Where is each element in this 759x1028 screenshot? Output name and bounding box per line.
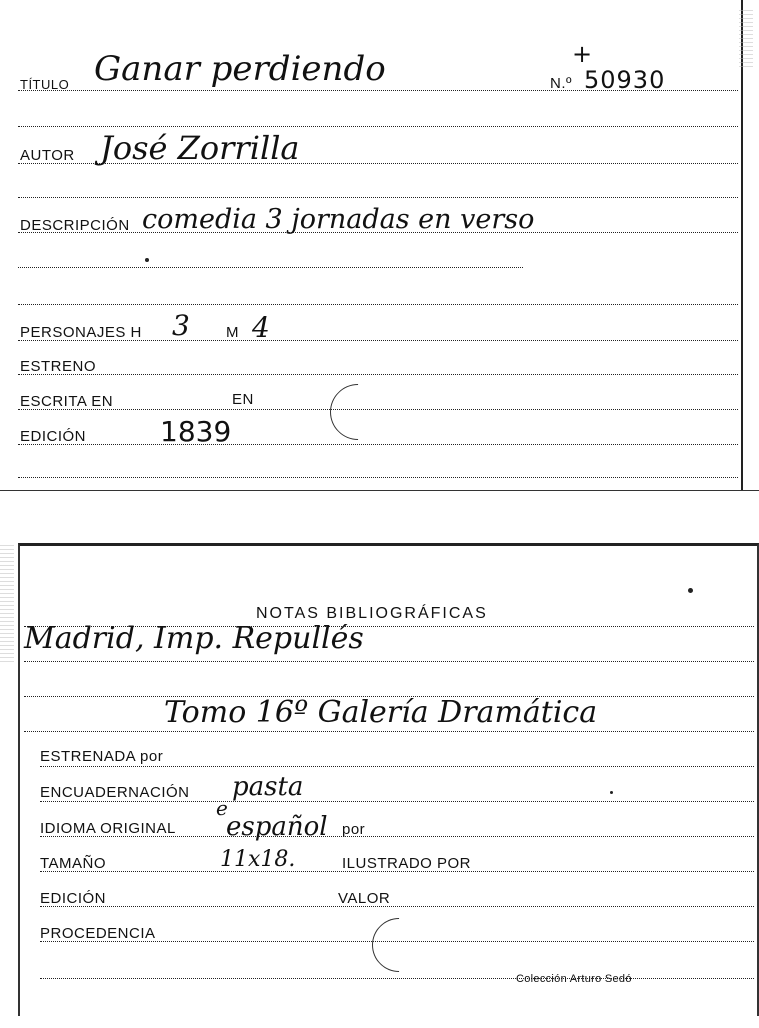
punch-hole bbox=[361, 907, 437, 983]
encuadernacion-value: pasta bbox=[232, 772, 304, 802]
cross-mark: + bbox=[572, 40, 593, 68]
numero-label: N.º bbox=[550, 75, 572, 92]
rule-b4 bbox=[24, 731, 754, 732]
descripcion-label: DESCRIPCIÓN bbox=[20, 217, 130, 234]
edicion-label: EDICIÓN bbox=[20, 428, 87, 445]
ilustrado-label: ILUSTRADO POR bbox=[342, 855, 472, 872]
personajes-m-value: 4 bbox=[252, 311, 270, 344]
titulo-label: TÍTULO bbox=[20, 77, 70, 92]
rule-6 bbox=[18, 267, 523, 268]
rule-edicion-b bbox=[40, 906, 754, 907]
idioma-prefix: e bbox=[216, 796, 228, 820]
idioma-value: español bbox=[226, 812, 328, 842]
rule-estrenada bbox=[40, 766, 754, 767]
escrita-en-label: ESCRITA EN bbox=[20, 393, 114, 410]
estrenada-label: ESTRENADA por bbox=[40, 748, 164, 765]
rule-b11 bbox=[40, 978, 754, 979]
estreno-label: ESTRENO bbox=[20, 358, 97, 375]
en-label: EN bbox=[232, 391, 254, 408]
ink-speck bbox=[688, 588, 693, 593]
personajes-h-value: 3 bbox=[172, 309, 190, 342]
tamano-label: TAMAÑO bbox=[40, 855, 107, 872]
numero-value: 50930 bbox=[584, 66, 666, 94]
rule-4 bbox=[18, 197, 738, 198]
personajes-label: PERSONAJES H bbox=[20, 324, 142, 341]
titulo-value: Ganar perdiendo bbox=[94, 49, 386, 89]
autor-label: AUTOR bbox=[20, 147, 75, 164]
encuadernacion-label: ENCUADERNACIÓN bbox=[40, 784, 190, 801]
rule-edicion bbox=[18, 444, 738, 445]
edicion-b-label: EDICIÓN bbox=[40, 890, 107, 907]
rule-estreno bbox=[18, 374, 738, 375]
personajes-m-label: M bbox=[226, 324, 239, 341]
notas-heading: NOTAS BIBLIOGRÁFICAS bbox=[256, 605, 488, 622]
rule-12 bbox=[18, 477, 738, 478]
descripcion-value: comedia 3 jornadas en verso bbox=[142, 204, 535, 235]
idioma-label: IDIOMA ORIGINAL bbox=[40, 820, 176, 837]
rule-2 bbox=[18, 126, 738, 127]
top-catalog-card bbox=[0, 0, 743, 490]
coleccion-stamp: Colección Arturo Sedó bbox=[516, 973, 632, 985]
note-line-2: Tomo 16º Galería Dramática bbox=[164, 695, 598, 730]
edicion-value: 1839 bbox=[160, 415, 232, 448]
ink-speck bbox=[610, 791, 613, 794]
bottom-catalog-card bbox=[18, 543, 759, 1016]
card-edge-texture bbox=[739, 10, 753, 70]
tamano-value: 11x18. bbox=[220, 847, 296, 872]
punch-hole bbox=[318, 372, 397, 451]
rule-7 bbox=[18, 304, 738, 305]
top-card-bottom-edge bbox=[0, 490, 759, 491]
rule-encuadernacion bbox=[40, 801, 754, 802]
card-edge-texture-left bbox=[0, 545, 14, 665]
note-line-1: Madrid, Imp. Repullés bbox=[24, 621, 364, 656]
autor-value: José Zorrilla bbox=[100, 129, 300, 167]
valor-label: VALOR bbox=[338, 890, 391, 907]
procedencia-label: PROCEDENCIA bbox=[40, 925, 156, 942]
ink-speck bbox=[145, 258, 149, 262]
por-label: por bbox=[342, 821, 366, 838]
rule-b2 bbox=[24, 661, 754, 662]
